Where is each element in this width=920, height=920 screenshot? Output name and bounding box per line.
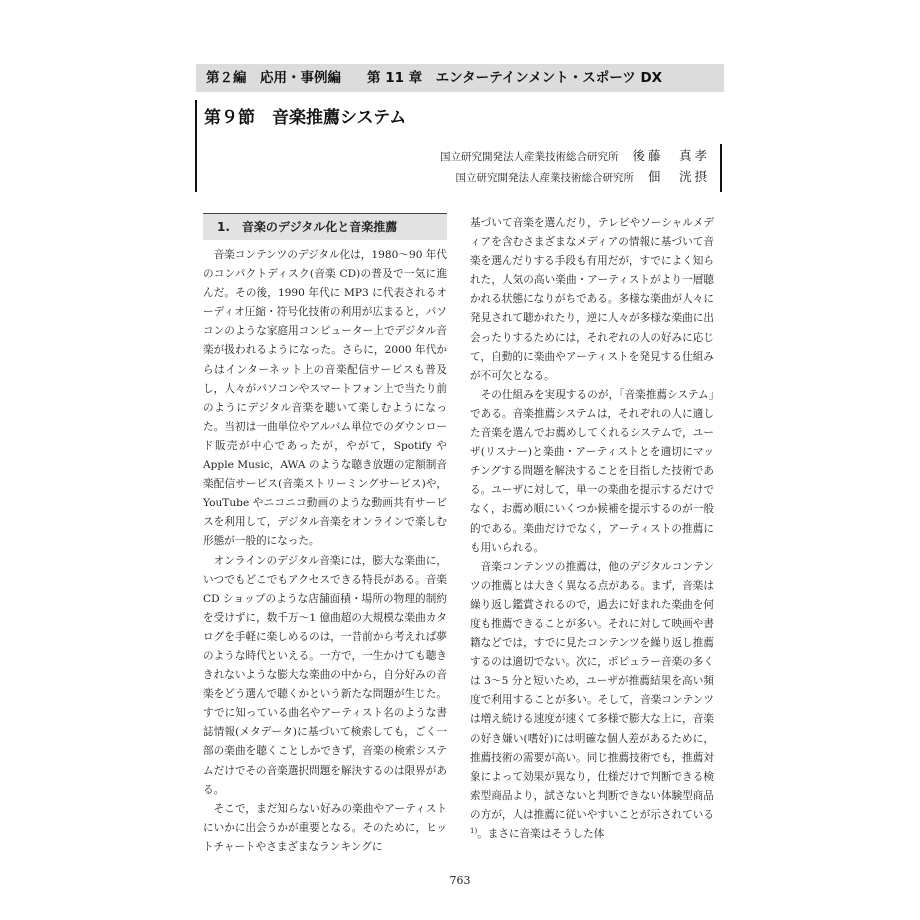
author-row [440,167,710,188]
body-text: 音楽コンテンツの推薦は，他のデジタルコンテンツの推薦とは大きく異なる点がある。まず，音楽は繰り返し鑑賞されるので，過去に好まれた楽曲を何度も推薦できることが多い。それに対して映画や書籍などでは，すでに見たコンテンツを繰り返し推薦するのは適切でない。次に，ポピュラー音楽の多くは 3〜5 分と短いため，ユーザが推薦結果を高い頻度で利用することが多い。そして，音楽コンテンツは増え続ける速度が速くて多様で膨大な上に，音楽の好き嫌い(嗜好)には明確な個人差があるために，推薦技術の需要が高い。同じ推薦技術でも，推薦対象によって効果が異なり，仕様だけで判断できる検索型商品より，試さないと判断できない体験型商品の方が，人は推薦に従いやすいことが示されている [470,560,714,821]
section-left-rule [195,100,197,192]
author-affiliation: 国立研究開発法人産業技術総合研究所 [439,151,619,163]
footnote-reference: 1) [470,827,478,835]
author-right-rule [720,144,722,192]
author-block [440,146,710,188]
running-head-chapter: 第 11 章 エンターテインメント・スポーツ DX [367,70,663,86]
author-name: 佃 洸摂 [647,169,710,184]
running-head [196,64,724,92]
body-paragraph-continued: 基づいて音楽を選んだり，テレビやソーシャルメディアを含むさまざまなメディアの情報に基づいて音楽を選んだりする手段も有用だが，すでによく知られた，人気の高い楽曲・アーティストがより一層聴かれる状態になりがちである。多様な楽曲が人々に発見されて聴かれたり，逆に人々が多様な楽曲に出会ったりするためには，それぞれの人の好みに応じて，自動的に楽曲やアーティストを発見する仕組みが不可欠となる。 [470,217,714,382]
author-name: 後藤 真孝 [632,148,710,163]
section-title: 第９節 音楽推薦システム [204,108,407,128]
running-head-part: 第２編 応用・事例編 [206,70,341,86]
subsection-heading: 1. 音楽のデジタル化と音楽推薦 [203,214,447,240]
body-paragraph: そこで，まだ知らない好みの楽曲やアーティストにいかに出会うかが重要となる。そのために，ヒットチャートやさまざまなランキングに [203,802,447,853]
left-column [203,214,447,857]
author-row [440,146,710,167]
body-paragraph [470,558,714,844]
right-column [470,214,714,844]
body-paragraph: 音楽コンテンツのデジタル化は，1980〜90 年代のコンパクトディスク(音楽 CD)の普及で一気に進んだ。その後，1990 年代に MP3 に代表されるオーディオ圧縮・符号化技術の利用が広まると，パソコンのような家庭用コンピューター上でデジタル音楽が扱われるようになった。さらに，2000 年代からはインターネット上の音楽配信サービスも普及し，人々がパソコンやスマートフォン上で当たり前のようにデジタル音楽を聴いて楽しむようになった。当初は一曲単位やアルバム単位でのダウンロード販売が中心であったが，やがて，Spotify や Apple Music，AWA のような聴き放題の定額制音楽配信サービス(音楽ストリーミングサービス)や，YouTube やニコニコ動画のような動画共有サービスを利用して，デジタル音楽をオンラインで楽しむ形態が一般的になった。 [203,249,447,548]
body-paragraph: オンラインのデジタル音楽には，膨大な楽曲に，いつでもどこでもアクセスできる特長がある。音楽 CD ショップのような店舗面積・場所の物理的制約を受けずに，数千万〜1 億曲超の大規模な楽曲カタログを手軽に楽しめるのは，一昔前から考えれば夢のような時代といえる。一方で，一生かけても聴ききれないような膨大な楽曲の中から，自分好みの音楽をどう選んで聴くかという新たな問題が生じた。すでに知っている曲名やアーティスト名のような書誌情報(メタデータ)に基づいて検索しても，ごく一部の楽曲を聴くことしかできず，音楽の検索システムだけでその音楽選択問題を解決するのは限界がある。 [203,554,447,796]
page-number: 763 [449,874,471,887]
body-text: 。まさに音楽はそうした体 [477,828,605,840]
author-affiliation: 国立研究開発法人産業技術総合研究所 [455,172,634,184]
body-paragraph: その仕組みを実現するのが，「音楽推薦システム」である。音楽推薦システムは，それぞれの人に適した音楽を選んでお薦めしてくれるシステムで，ユーザ(リスナー)と楽曲・アーティストとを適切にマッチングする問題を解決することを目指した技術である。ユーザに対して，単一の楽曲を提示するだけでなく，お薦め順にいくつか候補を提示するのが一般的である。楽曲だけでなく，アーティストの推薦にも用いられる。 [470,388,714,554]
